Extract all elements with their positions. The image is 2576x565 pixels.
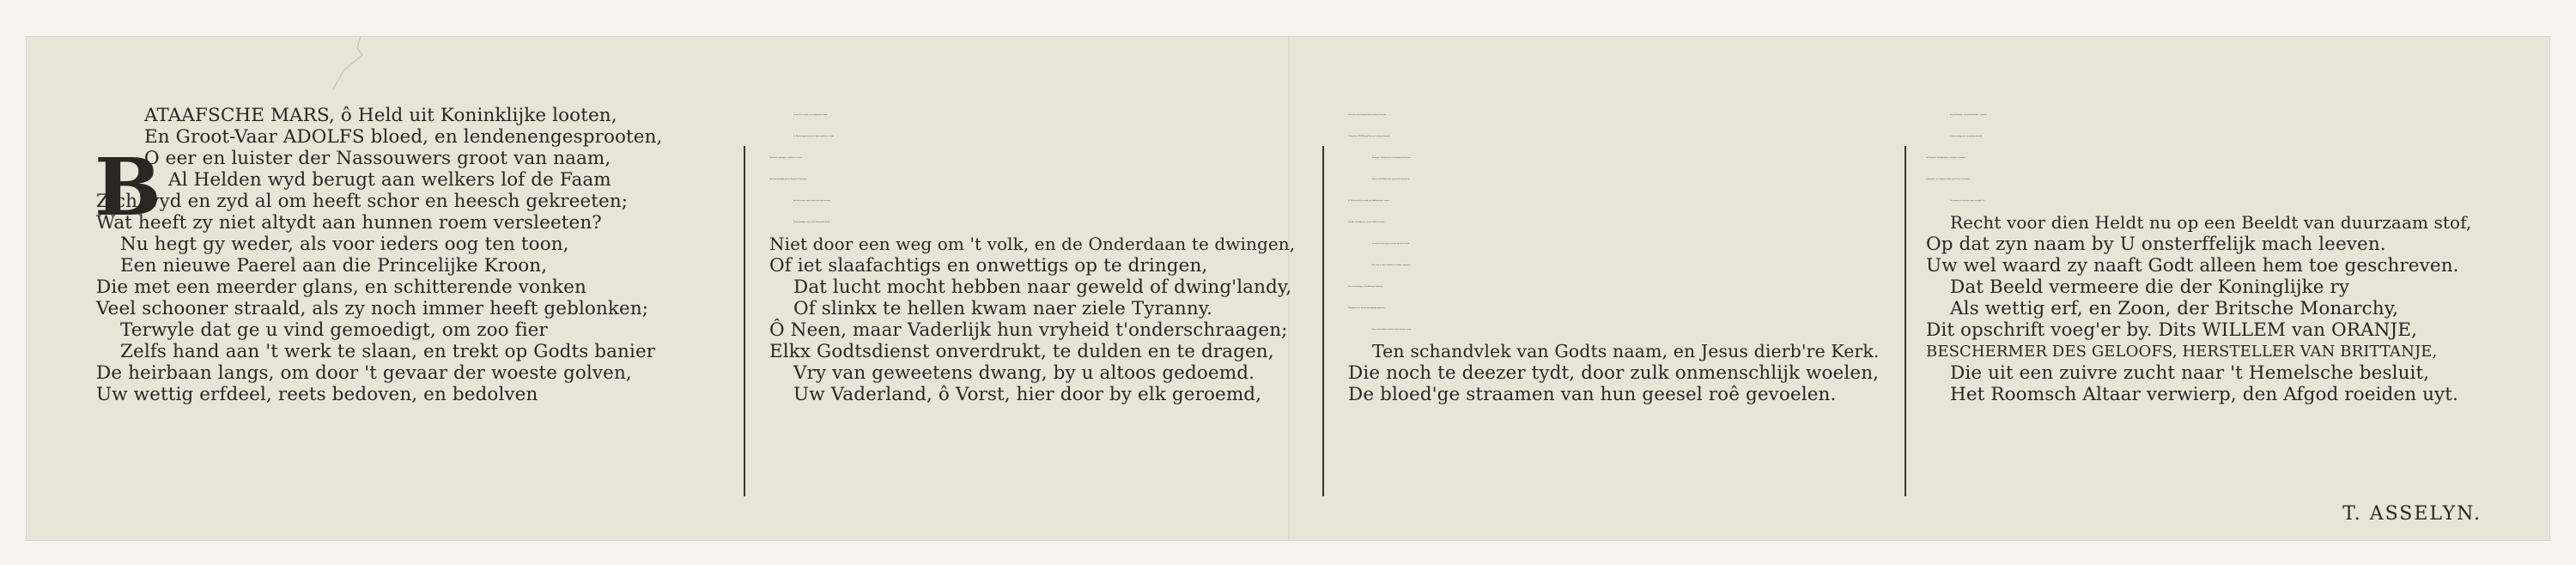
poem-line: Waar van de nabuur noch het teeken draagt en merk, <box>1372 330 1412 331</box>
poem-line: Ten schandvlek van Godts naam, en Jesus dierb're Kerk. <box>1372 341 1880 361</box>
poem-line: Weg, weg, met dit vervloekte en heiloos eed gespan, <box>1372 265 1412 266</box>
poem-line: De bloed'ge straamen van hun geesel roê gevoelen. <box>1348 384 1837 405</box>
poem-line: En gy Brittanners, die geworsteld door 't geweld, <box>1950 115 1987 116</box>
drop-capital: B <box>94 141 161 234</box>
column-divider <box>1905 146 1906 496</box>
poem-line: Uw Vaderland, ô Vorst, hier door by elk geroemd, <box>793 384 1262 405</box>
poem-line: Ten uiterste gedreigd, te redden en te vryen <box>769 158 803 159</box>
poem-line: En gespte 't Harnasch aan tot demping van die pest. <box>1372 158 1412 159</box>
poem-line: Dit opschrift voeg'er by. Dits WILLEM van ORANJE, <box>1926 319 2418 341</box>
poem-line: ATAAFSCHE MARS, ô Held uit Koninklijke looten, <box>144 105 617 126</box>
poem-line: Als wettig erf, en Zoon, der Britsche Monarchy, <box>1950 298 2399 319</box>
poem-line: Op uw doorlugte stam, en het Nassousche bloedt. <box>793 222 830 223</box>
column-divider <box>744 146 745 496</box>
poem-line: En stroomen als voor heen, met een gelijke lof. <box>1950 201 1985 202</box>
poem-line: Dragonders heet op roof, moorddaadig uitgelaaten, <box>1348 308 1387 309</box>
poem-line: Op dat zyn naam by U onsterffelijk mach leeven. <box>1926 234 2386 255</box>
poem-line: Ô Neen, maar Vaderlijk hun vryheid t'onderschraagen; <box>769 319 1288 341</box>
poem-line: Elkx Godtsdienst onverdrukt, te dulden en te dragen, <box>769 341 1274 362</box>
poem-line: Vry van geweetens dwang, by u altoos gedoemd. <box>793 362 1255 384</box>
poem-line: Uw wel waard zy naaft Godt alleen hem toe geschreven. <box>1926 255 2459 276</box>
poem-line: Veel schooner straald, als zy noch immer heeft geblonken; <box>96 298 649 319</box>
poem-line: Of iet slaafachtigs en onwettigs op te dringen, <box>769 255 1208 276</box>
poem-line: Dat Beeld vermeere die der Koninglijke ry <box>1950 276 2350 298</box>
poem-line: Zich wyd en zyd al om heeft schor en heesch gekreeten; <box>96 191 629 212</box>
poem-line: Schep moed, uw' Schipvaart bloei op alle Zeen en Stranden, <box>1926 179 1971 180</box>
poem-line: Recht voor dien Heldt nu op een Beeldt van duurzaam stof, <box>1950 212 2472 233</box>
poem-column-1 <box>96 105 663 405</box>
poem-column-2 <box>769 105 1295 405</box>
poem-line: Van t'onverdraaglijk jok, der Roomsche Slavernyen; <box>769 179 808 180</box>
poem-line: De heirbaan langs, om door 't gevaar der woeste golven, <box>96 362 632 384</box>
poem-line: De Hulk van Staat in noodt vast dobberde op de baaren, <box>1348 201 1390 202</box>
poem-line: En Groot-Vaar ADOLFS bloed, en lendenengesprooten, <box>144 126 663 148</box>
poem-line: Uw wettig erfdeel, reets bedoven, en bedolven <box>96 384 538 405</box>
poem-line: Niet door een weg om 't volk, en de Onderdaan te dwingen, <box>769 234 1296 254</box>
poem-column-3 <box>1348 105 1879 405</box>
column-divider <box>1322 146 1324 496</box>
poem-line: Die met een meerder glans, en schitterende vonken <box>96 276 586 298</box>
poem-line: BESCHERMER DES GELOOFS, HERSTELLER VAN BRITTANJE, <box>1926 343 2438 361</box>
poem-line: Die uit een zuivre zucht naar 't Hemelsche besluit, <box>1950 362 2430 384</box>
poem-line: Zelfs hand aan 't werk te slaan, en trekt op Godts banier <box>120 341 656 362</box>
paper-tear-mark <box>283 36 386 96</box>
poem-line: Terwyle dat ge u vind gemoedigt, om zoo fier <box>120 319 548 341</box>
poem-line: Wat heeft zy niet altydt aan hunnen roem versleeten? <box>96 212 602 234</box>
poem-line: Dat lucht mocht hebben naar geweld of dwing'landy, <box>793 276 1292 298</box>
poem-line: Dat uit een oude wrok en haat noch wrijt en wroet, <box>793 201 831 202</box>
poem-line: Die noch te deezer tydt, door zulk onmenschlijk woelen, <box>1348 362 1880 384</box>
author-signature: T. ASSELYN. <box>2342 503 2482 525</box>
poem-line: Van Roomsche dienstbaarheid, en ketenen en banden. <box>1926 158 1966 159</box>
poem-line: Wanneer dat Monster hier zyn wort'len had gevest; <box>1372 179 1410 180</box>
poem-column-4 <box>1926 105 2471 405</box>
poem-line: Heeft dat vervloekt gedrocht bestreden t'allen tyde, <box>1348 115 1387 116</box>
poem-line: In eene Zee van mist, en eeuwig misverstandt, <box>793 115 829 116</box>
poem-line: Van wreede Pynigers, Bloeddorstige Soldaaten, <box>1348 287 1383 288</box>
poem-line: Al Helden wyd berugt aan welkers lof de Faam <box>168 169 611 191</box>
poem-line: Om Alba, Neerlants roe, in zyne Schild te vaaren; <box>1348 222 1385 223</box>
poem-line: Te stuiten in zyn loop, en vaardt, dien Aerts Tyran. <box>1372 244 1410 245</box>
poem-line: Het Roomsch Altaar verwierp, den Afgod roeiden uyt. <box>1950 384 2458 405</box>
poem-line: Nu hegt gy weder, als voor ieders oog ten toon, <box>120 234 569 255</box>
poem-line: O eer en luister der Nassouwers groot van naam, <box>144 148 611 169</box>
poem-line: Of slinkx te hellen kwam naer ziele Tyranny. <box>793 298 1213 319</box>
poem-line: Een nieuwe Paerel aan die Princelijke Kroon, <box>120 255 548 276</box>
